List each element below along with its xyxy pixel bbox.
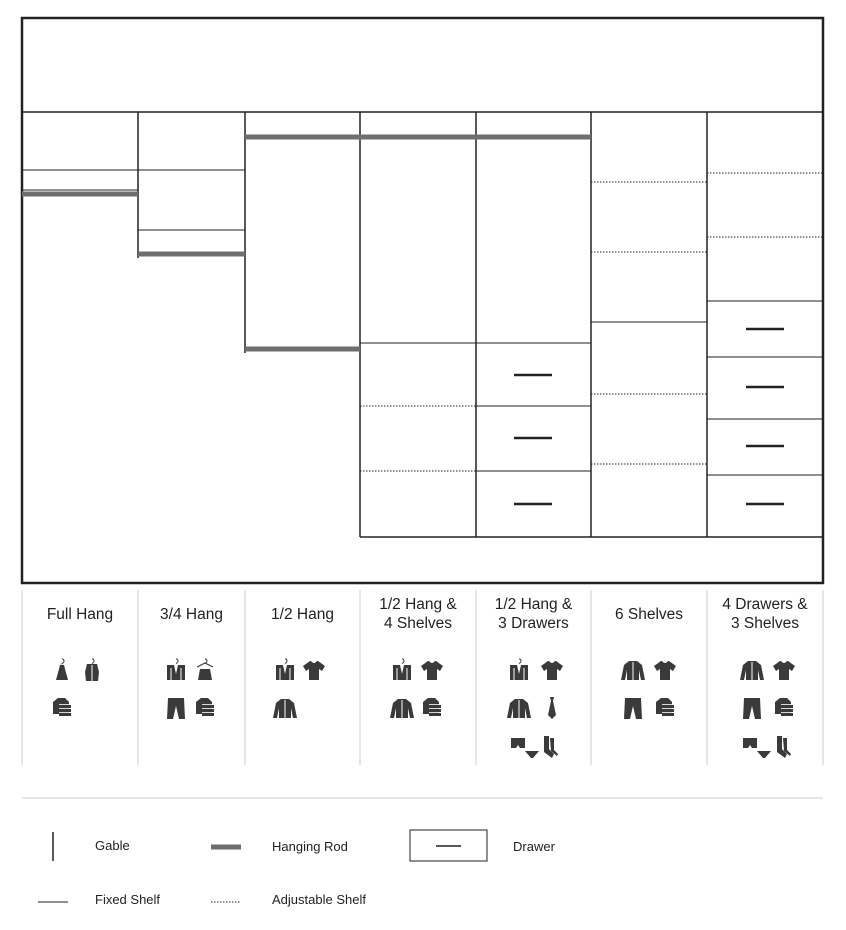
legend-adjustable-shelf-label: Adjustable Shelf xyxy=(272,892,366,907)
pants-icon xyxy=(743,698,761,719)
column-label-half-hang xyxy=(245,590,360,638)
pants-icon xyxy=(167,698,185,719)
jacket-icon xyxy=(390,699,414,718)
column-label-half-hang-4-shelves xyxy=(360,590,476,638)
column-label-half-hang-3-drawers xyxy=(476,590,591,638)
sweater-stack-icon xyxy=(656,698,674,716)
jacket-icon xyxy=(273,699,297,718)
jacket-icon xyxy=(740,661,764,680)
column-label-line: 1/2 Hang xyxy=(271,605,334,623)
suit-jacket-icon xyxy=(510,659,528,680)
socks-icon xyxy=(544,736,558,758)
column-label-line: 4 Drawers & xyxy=(722,596,808,613)
column-label-line: 1/2 Hang & xyxy=(379,596,457,613)
tie-icon xyxy=(548,697,556,719)
skirt-icon xyxy=(197,659,213,680)
sweater-stack-icon xyxy=(775,698,793,716)
jacket-icon xyxy=(507,699,531,718)
closet-frame xyxy=(22,18,823,583)
suit-jacket-icon xyxy=(276,659,294,680)
tshirt-icon xyxy=(421,661,443,680)
jacket-icon xyxy=(621,661,645,680)
sweater-stack-icon xyxy=(196,698,214,716)
legend-drawer-label: Drawer xyxy=(513,839,555,854)
column-label-full-hang xyxy=(22,590,138,638)
column-label-six-shelves xyxy=(591,590,707,638)
socks-icon xyxy=(777,736,791,758)
legend-gable-label: Gable xyxy=(95,838,130,853)
sweater-stack-icon xyxy=(53,698,71,716)
column-label-three-quarter-hang xyxy=(138,590,245,638)
column-label-line: 3/4 Hang xyxy=(160,605,223,623)
underwear-icon xyxy=(743,738,771,758)
sweater-stack-icon xyxy=(423,698,441,716)
tshirt-icon xyxy=(654,661,676,680)
tshirt-icon xyxy=(303,661,325,680)
column-label-line: 3 Drawers xyxy=(498,615,569,632)
column-label-four-drawers-3-shelves xyxy=(707,590,823,638)
suit-jacket-icon xyxy=(167,659,185,680)
column-label-line: 4 Shelves xyxy=(383,615,453,632)
legend-hanging-rod-label: Hanging Rod xyxy=(272,839,348,854)
pants-icon xyxy=(624,698,642,719)
column-label-line: Full Hang xyxy=(46,605,114,623)
coat-icon xyxy=(85,659,99,681)
column-label-line: 1/2 Hang & xyxy=(494,596,573,613)
tshirt-icon xyxy=(541,661,563,680)
tshirt-icon xyxy=(773,661,795,680)
column-label-line: 6 Shelves xyxy=(614,605,684,623)
legend-fixed-shelf-label: Fixed Shelf xyxy=(95,892,161,907)
dress-icon xyxy=(56,659,68,680)
column-label-line: 3 Shelves xyxy=(730,615,800,632)
suit-jacket-icon xyxy=(393,659,411,680)
underwear-icon xyxy=(511,738,539,758)
